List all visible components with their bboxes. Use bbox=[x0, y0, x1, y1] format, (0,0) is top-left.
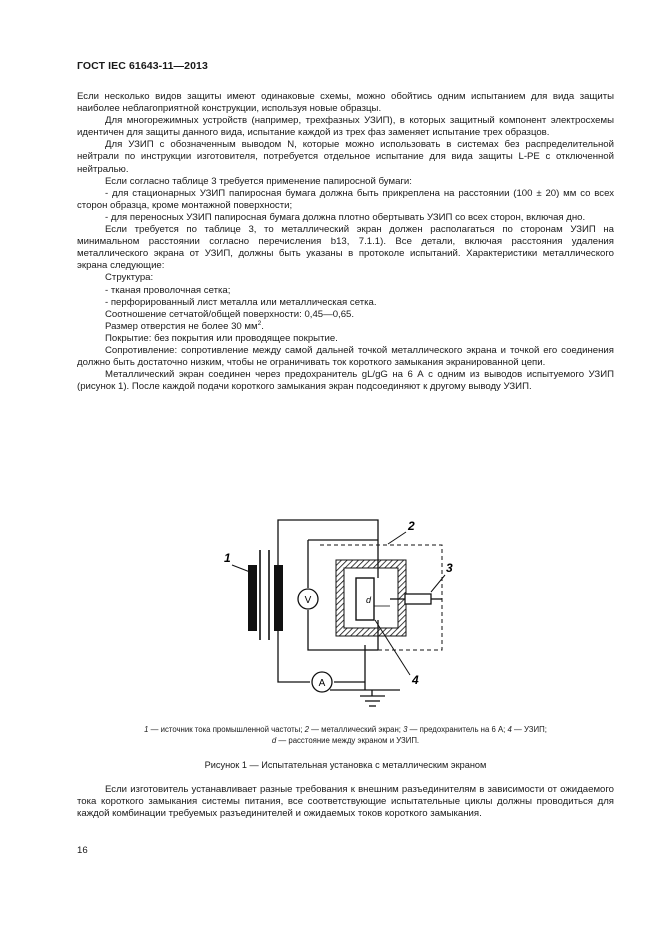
paragraph: Для многорежимных устройств (например, трехфазных УЗИП), в которых защитный компонент электросхемы идентичен для защиты данного вида, испытание каждой из трех фаз заменяет испытание трех образцов. bbox=[77, 115, 614, 139]
legend-key: 2 bbox=[304, 725, 309, 734]
paragraph: Покрытие: без покрытия или проводящее покрытие. bbox=[105, 332, 338, 344]
legend-text: — источник тока промышленной частоты; bbox=[148, 725, 305, 734]
paragraph: - для стационарных УЗИП папиросная бумага должна быть прикреплена на расстоянии (100 ± 20) мм со всех сторон образца, кроме монтажной поверхности; bbox=[77, 187, 614, 211]
test-setup-figure bbox=[210, 510, 482, 710]
paragraph: Если требуется по таблице 3, то металлический экран должен располагаться по сторонам УЗИП на минимальном расстоянии согласно перечисления b13, 7.1.1). Все детали, включая расстояния удаления металлического экрана от УЗИП, должны быть указаны в протоколе испытаний. Характеристики металлического экрана следующие: bbox=[77, 224, 614, 272]
text-block-top bbox=[77, 91, 614, 393]
legend-text: — расстояние между экраном и УЗИП. bbox=[276, 735, 420, 745]
voltmeter bbox=[298, 589, 318, 609]
legend-text: — предохранитель на 6 А; bbox=[407, 725, 508, 734]
paragraph: Металлический экран соединен через предохранитель gL/gG на 6 А с одним из выводов испытуемого УЗИП (рисунок 1). После каждой подачи короткого замыкания экран подсоединяют к другому выводу УЗИП. bbox=[77, 369, 614, 393]
legend-key: 3 bbox=[403, 725, 408, 734]
fuse bbox=[405, 594, 431, 604]
paragraph: - для переносных УЗИП папиросная бумага должна плотно обертывать УЗИП со всех сторон, включая дно. bbox=[105, 211, 586, 223]
legend-text: — УЗИП; bbox=[511, 725, 547, 734]
paragraph: Для УЗИП с обозначенным выводом N, которые можно использовать в системах без распределительной нейтрали по инструкции изготовителя, потребуется отдельное испытание для вида защиты L-PE с отключенной нейтралью. bbox=[77, 139, 614, 175]
paragraph: Сопротивление: сопротивление между самой дальней точкой металлического экрана и точкой его соединения должно быть достаточно низким, чтобы не ограничивать ток короткого замыкания экранированной цепи. bbox=[77, 344, 614, 369]
paragraph: Если изготовитель устанавливает разные требования к внешним разъединителям в зависимости от ожидаемого тока короткого замыкания системы питания, все соответствующие испытательные циклы должны проводиться для каждой комбинации требуемых разъединителей и ожидаемых токов короткого замыкания. bbox=[77, 784, 614, 820]
label-3: 3 bbox=[446, 561, 453, 575]
distance-label: d bbox=[366, 595, 372, 605]
legend-key: 4 bbox=[507, 725, 512, 734]
legend-key: 1 bbox=[144, 725, 149, 734]
spd-device bbox=[356, 578, 374, 620]
figure-legend bbox=[77, 725, 614, 746]
paragraph: Структура: bbox=[105, 272, 154, 284]
paragraph: Соотношение сетчатой/общей поверхности: 0,45—0,65. bbox=[105, 308, 355, 320]
svg-text:V: V bbox=[304, 595, 312, 606]
text-block-bottom bbox=[77, 784, 614, 820]
label-4: 4 bbox=[412, 673, 419, 687]
paragraph: Размер отверстия не более 30 $мм^2$. bbox=[105, 319, 264, 332]
legend-text: — металлический экран; bbox=[308, 725, 404, 734]
label-2: 2 bbox=[408, 519, 415, 533]
standard-header: ГОСТ IEC 61643-11—2013 bbox=[77, 60, 208, 72]
paragraph: - перфорированный лист металла или металлическая сетка. bbox=[105, 296, 377, 308]
ammeter bbox=[312, 672, 332, 692]
label-1: 1 bbox=[224, 551, 231, 565]
legend-key: d bbox=[271, 735, 277, 745]
paragraph: Если несколько видов защиты имеют одинаковые схемы, можно обойтись одним испытанием для вида защиты наиболее неблагоприятной конструкции, используя новые образцы. bbox=[77, 91, 614, 115]
paragraph: - тканая проволочная сетка; bbox=[105, 284, 231, 296]
page-number: 16 bbox=[77, 845, 88, 856]
svg-text:A: A bbox=[318, 678, 326, 689]
figure-caption: Рисунок 1 — Испытательная установка с металлическим экраном bbox=[204, 760, 487, 770]
paragraph: Если согласно таблице 3 требуется применение папиросной бумаги: bbox=[105, 175, 412, 187]
